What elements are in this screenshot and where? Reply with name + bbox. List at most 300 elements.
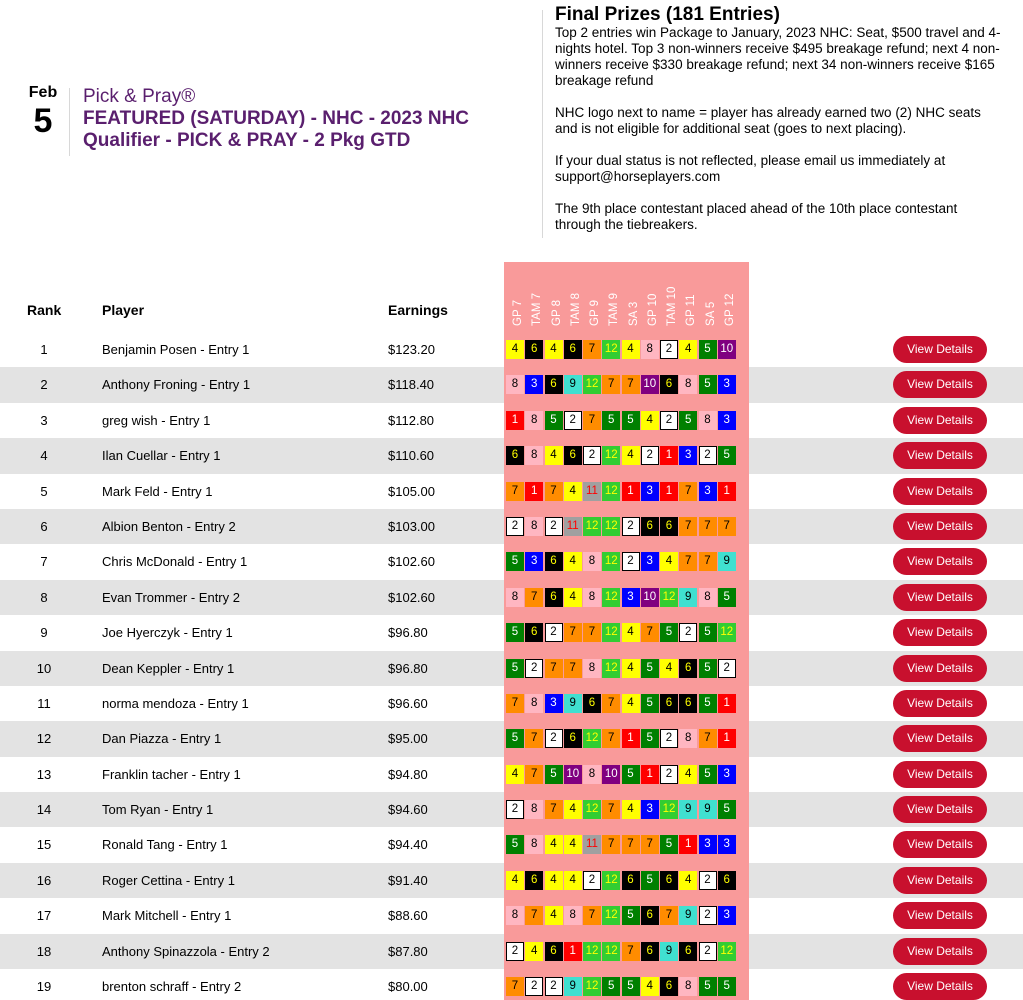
earnings-cell: $94.60 — [388, 802, 428, 818]
pick-badge: 7 — [545, 482, 563, 501]
view-details-button[interactable]: View Details — [893, 902, 987, 929]
pick-badge: 7 — [583, 411, 601, 430]
view-details-button[interactable]: View Details — [893, 690, 987, 717]
pick-badge: 3 — [718, 765, 736, 784]
pick-badge: 7 — [564, 623, 582, 642]
table-row — [0, 651, 1023, 686]
pick-badge: 12 — [602, 340, 620, 359]
pick-badge: 5 — [699, 659, 717, 678]
pick-badge: 2 — [545, 623, 563, 642]
pick-badge: 6 — [545, 552, 563, 571]
rank-cell: 13 — [36, 766, 52, 782]
view-details-button[interactable]: View Details — [893, 655, 987, 682]
pick-badge: 12 — [602, 588, 620, 607]
pick-badge: 4 — [506, 765, 524, 784]
pick-badge: 7 — [525, 588, 543, 607]
player-cell: greg wish - Entry 1 — [102, 412, 211, 428]
earnings-cell: $87.80 — [388, 943, 428, 959]
pick-badge: 8 — [583, 552, 601, 571]
earnings-cell: $94.40 — [388, 837, 428, 853]
event-month: Feb — [28, 84, 58, 101]
pick-badge: 8 — [679, 375, 697, 394]
pick-badge: 5 — [699, 340, 717, 359]
race-header — [660, 266, 678, 326]
pick-badge: 4 — [564, 588, 582, 607]
pick-badge: 4 — [506, 871, 524, 890]
pick-badge: 2 — [564, 411, 582, 430]
race-header — [679, 266, 697, 326]
prizes-title: Final Prizes (181 Entries) — [555, 4, 780, 25]
pick-badge: 8 — [525, 835, 543, 854]
pick-badge: 5 — [545, 411, 563, 430]
pick-badge: 10 — [602, 765, 620, 784]
pick-badge: 8 — [525, 800, 543, 819]
pick-badge: 7 — [564, 659, 582, 678]
pick-badge: 7 — [622, 375, 640, 394]
pick-badge: 7 — [699, 729, 717, 748]
pick-badge: 6 — [545, 588, 563, 607]
pick-badge: 7 — [641, 835, 659, 854]
race-header — [602, 266, 620, 326]
pick-badge: 7 — [660, 906, 678, 925]
race-header — [506, 266, 524, 326]
prizes-paragraph: The 9th place contestant placed ahead of the 10th place contestant through the tiebreakers. — [555, 201, 958, 232]
pick-badge: 2 — [660, 729, 678, 748]
pick-badge: 4 — [564, 835, 582, 854]
pick-badge: 3 — [679, 446, 697, 465]
pick-badge: 3 — [718, 835, 736, 854]
pick-badge: 8 — [506, 375, 524, 394]
player-cell: brenton schraff - Entry 2 — [102, 979, 242, 995]
pick-badge: 9 — [660, 942, 678, 961]
race-header — [564, 266, 582, 326]
table-row — [0, 580, 1023, 615]
prizes-paragraph: NHC logo next to name = player has already earned two (2) NHC seats and is not eligible for additional seat (goes to next placing). — [555, 105, 981, 136]
pick-badge: 6 — [622, 871, 640, 890]
view-details-button[interactable]: View Details — [893, 442, 987, 469]
rank-cell: 6 — [40, 518, 48, 534]
player-cell: Roger Cettina - Entry 1 — [102, 872, 235, 888]
pick-badge: 1 — [718, 729, 736, 748]
pick-badge: 12 — [602, 482, 620, 501]
table-row — [0, 474, 1023, 509]
picks-cell — [504, 898, 749, 933]
race-header-label: TAM 8 — [569, 292, 582, 326]
pick-badge: 4 — [622, 446, 640, 465]
table-row — [0, 863, 1023, 898]
earnings-cell: $96.60 — [388, 695, 428, 711]
pick-badge: 4 — [679, 871, 697, 890]
pick-badge: 8 — [699, 411, 717, 430]
rank-column-header: Rank — [27, 302, 62, 318]
table-row — [0, 792, 1023, 827]
race-column-headers — [504, 262, 749, 332]
rank-cell: 17 — [36, 908, 52, 924]
picks-cell — [504, 934, 749, 969]
table-row — [0, 544, 1023, 579]
pick-badge: 8 — [525, 694, 543, 713]
pick-badge: 1 — [622, 729, 640, 748]
pick-badge: 2 — [660, 340, 678, 359]
pick-badge: 4 — [679, 765, 697, 784]
pick-badge: 1 — [660, 482, 678, 501]
pick-badge: 2 — [699, 942, 717, 961]
player-cell: Evan Trommer - Entry 2 — [102, 589, 240, 605]
race-header — [545, 266, 563, 326]
pick-badge: 2 — [506, 800, 524, 819]
leaderboard-table — [0, 332, 1023, 1000]
pick-badge: 5 — [641, 729, 659, 748]
pick-badge: 1 — [718, 694, 736, 713]
earnings-cell: $80.00 — [388, 979, 428, 995]
player-cell: Anthony Spinazzola - Entry 2 — [102, 943, 270, 959]
event-brand: Pick & Pray® — [83, 86, 196, 107]
pick-badge: 2 — [583, 871, 601, 890]
pick-badge: 8 — [564, 906, 582, 925]
pick-badge: 8 — [525, 517, 543, 536]
pick-badge: 12 — [660, 588, 678, 607]
pick-badge: 8 — [679, 729, 697, 748]
race-header — [641, 266, 659, 326]
pick-badge: 7 — [699, 517, 717, 536]
pick-badge: 12 — [602, 871, 620, 890]
pick-badge: 5 — [506, 835, 524, 854]
pick-badge: 4 — [545, 906, 563, 925]
pick-badge: 2 — [699, 906, 717, 925]
pick-badge: 7 — [602, 800, 620, 819]
view-details-button[interactable]: View Details — [893, 584, 987, 611]
picks-cell — [504, 367, 749, 402]
table-row — [0, 438, 1023, 473]
view-details-button[interactable]: View Details — [893, 513, 987, 540]
pick-badge: 7 — [602, 694, 620, 713]
rank-cell: 12 — [36, 731, 52, 747]
pick-badge: 6 — [679, 942, 697, 961]
picks-cell — [504, 580, 749, 615]
pick-badge: 6 — [718, 871, 736, 890]
player-cell: norma mendoza - Entry 1 — [102, 695, 249, 711]
picks-cell — [504, 863, 749, 898]
player-cell: Ronald Tang - Entry 1 — [102, 837, 228, 853]
pick-badge: 5 — [718, 446, 736, 465]
pick-badge: 3 — [525, 375, 543, 394]
pick-badge: 4 — [622, 340, 640, 359]
race-header-label: TAM 9 — [608, 292, 621, 326]
view-details-button[interactable]: View Details — [893, 407, 987, 434]
view-details-button[interactable]: View Details — [893, 336, 987, 363]
rank-cell: 11 — [37, 695, 51, 711]
picks-cell — [504, 403, 749, 438]
pick-badge: 7 — [602, 835, 620, 854]
pick-badge: 2 — [545, 517, 563, 536]
rank-cell: 4 — [40, 448, 48, 464]
player-cell: Ilan Cuellar - Entry 1 — [102, 448, 221, 464]
picks-cell — [504, 792, 749, 827]
earnings-cell: $102.60 — [388, 589, 435, 605]
earnings-cell: $94.80 — [388, 766, 428, 782]
pick-badge: 7 — [622, 942, 640, 961]
pick-badge: 12 — [718, 942, 736, 961]
pick-badge: 3 — [525, 552, 543, 571]
race-header-label: GP 10 — [646, 293, 659, 326]
pick-badge: 5 — [699, 765, 717, 784]
pick-badge: 2 — [545, 977, 563, 996]
pick-badge: 3 — [641, 482, 659, 501]
pick-badge: 9 — [564, 694, 582, 713]
pick-badge: 4 — [622, 623, 640, 642]
view-details-button[interactable]: View Details — [893, 973, 987, 1000]
player-cell: Anthony Froning - Entry 1 — [102, 377, 251, 393]
view-details-button[interactable]: View Details — [893, 619, 987, 646]
pick-badge: 10 — [641, 375, 659, 394]
pick-badge: 8 — [525, 411, 543, 430]
earnings-cell: $102.60 — [388, 554, 435, 570]
pick-badge: 6 — [641, 942, 659, 961]
race-header-label: TAM 7 — [531, 292, 544, 326]
race-header-label: SA 3 — [627, 301, 640, 326]
pick-badge: 7 — [602, 375, 620, 394]
pick-badge: 8 — [506, 588, 524, 607]
pick-badge: 5 — [699, 977, 717, 996]
pick-badge: 1 — [679, 835, 697, 854]
table-row — [0, 509, 1023, 544]
pick-badge: 3 — [641, 800, 659, 819]
race-header-label: TAM 10 — [666, 286, 678, 326]
prizes-panel — [555, 5, 1005, 249]
pick-badge: 10 — [564, 765, 582, 784]
pick-badge: 3 — [718, 375, 736, 394]
pick-badge: 5 — [718, 800, 736, 819]
pick-badge: 5 — [622, 977, 640, 996]
pick-badge: 10 — [641, 588, 659, 607]
earnings-cell: $91.40 — [388, 872, 428, 888]
pick-badge: 2 — [583, 446, 601, 465]
table-row — [0, 332, 1023, 367]
pick-badge: 2 — [622, 552, 640, 571]
race-header-label: GP 9 — [589, 300, 601, 326]
picks-cell — [504, 686, 749, 721]
earnings-cell: $96.80 — [388, 625, 428, 641]
pick-badge: 2 — [660, 411, 678, 430]
pick-badge: 9 — [564, 977, 582, 996]
pick-badge: 7 — [506, 977, 524, 996]
table-row — [0, 615, 1023, 650]
pick-badge: 10 — [718, 340, 736, 359]
pick-badge: 2 — [679, 623, 697, 642]
table-row — [0, 827, 1023, 862]
view-details-button[interactable]: View Details — [893, 725, 987, 752]
picks-cell — [504, 969, 749, 1000]
pick-badge: 7 — [583, 340, 601, 359]
pick-badge: 7 — [583, 906, 601, 925]
earnings-cell: $103.00 — [388, 518, 435, 534]
rank-cell: 14 — [36, 802, 52, 818]
rank-cell: 2 — [40, 377, 48, 393]
rank-cell: 19 — [36, 979, 52, 995]
pick-badge: 5 — [506, 659, 524, 678]
race-header — [699, 266, 717, 326]
pick-badge: 4 — [525, 942, 543, 961]
player-cell: Mark Feld - Entry 1 — [102, 483, 213, 499]
pick-badge: 2 — [622, 517, 640, 536]
pick-badge: 7 — [718, 517, 736, 536]
pick-badge: 7 — [622, 835, 640, 854]
pick-badge: 12 — [602, 942, 620, 961]
pick-badge: 7 — [545, 659, 563, 678]
pick-badge: 3 — [699, 835, 717, 854]
pick-badge: 12 — [718, 623, 736, 642]
pick-badge: 7 — [641, 623, 659, 642]
picks-cell — [504, 757, 749, 792]
pick-badge: 5 — [699, 694, 717, 713]
pick-badge: 5 — [718, 977, 736, 996]
pick-badge: 5 — [506, 552, 524, 571]
pick-badge: 6 — [660, 694, 678, 713]
player-cell: Franklin tacher - Entry 1 — [102, 766, 241, 782]
pick-badge: 4 — [641, 411, 659, 430]
pick-badge: 5 — [641, 871, 659, 890]
pick-badge: 12 — [583, 977, 601, 996]
pick-badge: 5 — [506, 623, 524, 642]
view-details-button[interactable]: View Details — [893, 478, 987, 505]
pick-badge: 11 — [583, 835, 601, 854]
pick-badge: 6 — [525, 623, 543, 642]
pick-badge: 3 — [622, 588, 640, 607]
pick-badge: 12 — [602, 623, 620, 642]
race-header — [525, 266, 543, 326]
pick-badge: 1 — [718, 482, 736, 501]
picks-cell — [504, 721, 749, 756]
pick-badge: 9 — [679, 588, 697, 607]
pick-badge: 4 — [641, 977, 659, 996]
rank-cell: 7 — [40, 554, 48, 570]
player-cell: Tom Ryan - Entry 1 — [102, 802, 214, 818]
rank-cell: 5 — [40, 483, 48, 499]
pick-badge: 3 — [718, 411, 736, 430]
view-details-button[interactable]: View Details — [893, 371, 987, 398]
pick-badge: 8 — [583, 765, 601, 784]
pick-badge: 4 — [679, 340, 697, 359]
rank-cell: 8 — [40, 589, 48, 605]
race-header-label: GP 12 — [723, 293, 736, 326]
pick-badge: 2 — [660, 765, 678, 784]
table-row — [0, 403, 1023, 438]
pick-badge: 11 — [583, 482, 601, 501]
pick-badge: 2 — [545, 729, 563, 748]
pick-badge: 4 — [622, 659, 640, 678]
table-row — [0, 898, 1023, 933]
pick-badge: 8 — [506, 906, 524, 925]
pick-badge: 5 — [699, 623, 717, 642]
pick-badge: 2 — [699, 871, 717, 890]
pick-badge: 12 — [583, 942, 601, 961]
pick-badge: 6 — [679, 659, 697, 678]
picks-cell — [504, 509, 749, 544]
prizes-divider — [542, 10, 543, 238]
pick-badge: 5 — [622, 906, 640, 925]
pick-badge: 8 — [641, 340, 659, 359]
pick-badge: 2 — [699, 446, 717, 465]
pick-badge: 5 — [622, 765, 640, 784]
leaderboard-header — [0, 262, 1023, 332]
pick-badge: 1 — [660, 446, 678, 465]
player-cell: Dean Keppler - Entry 1 — [102, 660, 235, 676]
player-cell: Chris McDonald - Entry 1 — [102, 554, 248, 570]
pick-badge: 7 — [525, 906, 543, 925]
pick-badge: 1 — [525, 482, 543, 501]
pick-badge: 7 — [506, 694, 524, 713]
view-details-button[interactable]: View Details — [893, 548, 987, 575]
event-heading — [83, 86, 523, 152]
pick-badge: 8 — [583, 659, 601, 678]
picks-cell — [504, 474, 749, 509]
pick-badge: 7 — [679, 517, 697, 536]
pick-badge: 6 — [660, 375, 678, 394]
pick-badge: 12 — [602, 552, 620, 571]
pick-badge: 4 — [564, 871, 582, 890]
race-header-label: GP 8 — [550, 300, 563, 326]
pick-badge: 5 — [660, 623, 678, 642]
picks-cell — [504, 544, 749, 579]
pick-badge: 4 — [506, 340, 524, 359]
view-details-button[interactable]: View Details — [893, 867, 987, 894]
pick-badge: 12 — [602, 446, 620, 465]
pick-badge: 6 — [545, 375, 563, 394]
rank-cell: 10 — [36, 660, 52, 676]
pick-badge: 12 — [583, 729, 601, 748]
pick-badge: 9 — [699, 800, 717, 819]
race-header-label: GP 7 — [512, 300, 524, 326]
pick-badge: 6 — [660, 871, 678, 890]
pick-badge: 6 — [525, 871, 543, 890]
view-details-button[interactable]: View Details — [893, 831, 987, 858]
view-details-button[interactable]: View Details — [893, 938, 987, 965]
pick-badge: 4 — [564, 800, 582, 819]
pick-badge: 2 — [506, 517, 524, 536]
pick-badge: 6 — [641, 906, 659, 925]
race-header — [583, 266, 601, 326]
player-cell: Benjamin Posen - Entry 1 — [102, 342, 250, 357]
pick-badge: 7 — [506, 482, 524, 501]
player-column-header: Player — [102, 302, 145, 318]
view-details-button[interactable]: View Details — [893, 761, 987, 788]
pick-badge: 6 — [564, 729, 582, 748]
pick-badge: 12 — [583, 375, 601, 394]
pick-badge: 7 — [699, 552, 717, 571]
pick-badge: 7 — [525, 729, 543, 748]
pick-badge: 4 — [545, 835, 563, 854]
pick-badge: 8 — [699, 588, 717, 607]
earnings-cell: $96.80 — [388, 660, 428, 676]
earnings-cell: $110.60 — [388, 448, 435, 464]
pick-badge: 3 — [718, 906, 736, 925]
table-row — [0, 686, 1023, 721]
table-row — [0, 757, 1023, 792]
pick-badge: 6 — [564, 446, 582, 465]
pick-badge: 5 — [602, 411, 620, 430]
pick-badge: 5 — [679, 411, 697, 430]
rank-cell: 16 — [36, 872, 52, 888]
race-header-label: GP 11 — [685, 294, 698, 326]
view-details-button[interactable]: View Details — [893, 796, 987, 823]
picks-cell — [504, 332, 749, 367]
pick-badge: 8 — [583, 588, 601, 607]
rank-cell: 9 — [40, 625, 48, 641]
rank-cell: 15 — [36, 837, 52, 853]
pick-badge: 6 — [583, 694, 601, 713]
pick-badge: 6 — [545, 942, 563, 961]
earnings-cell: $118.40 — [388, 377, 435, 393]
